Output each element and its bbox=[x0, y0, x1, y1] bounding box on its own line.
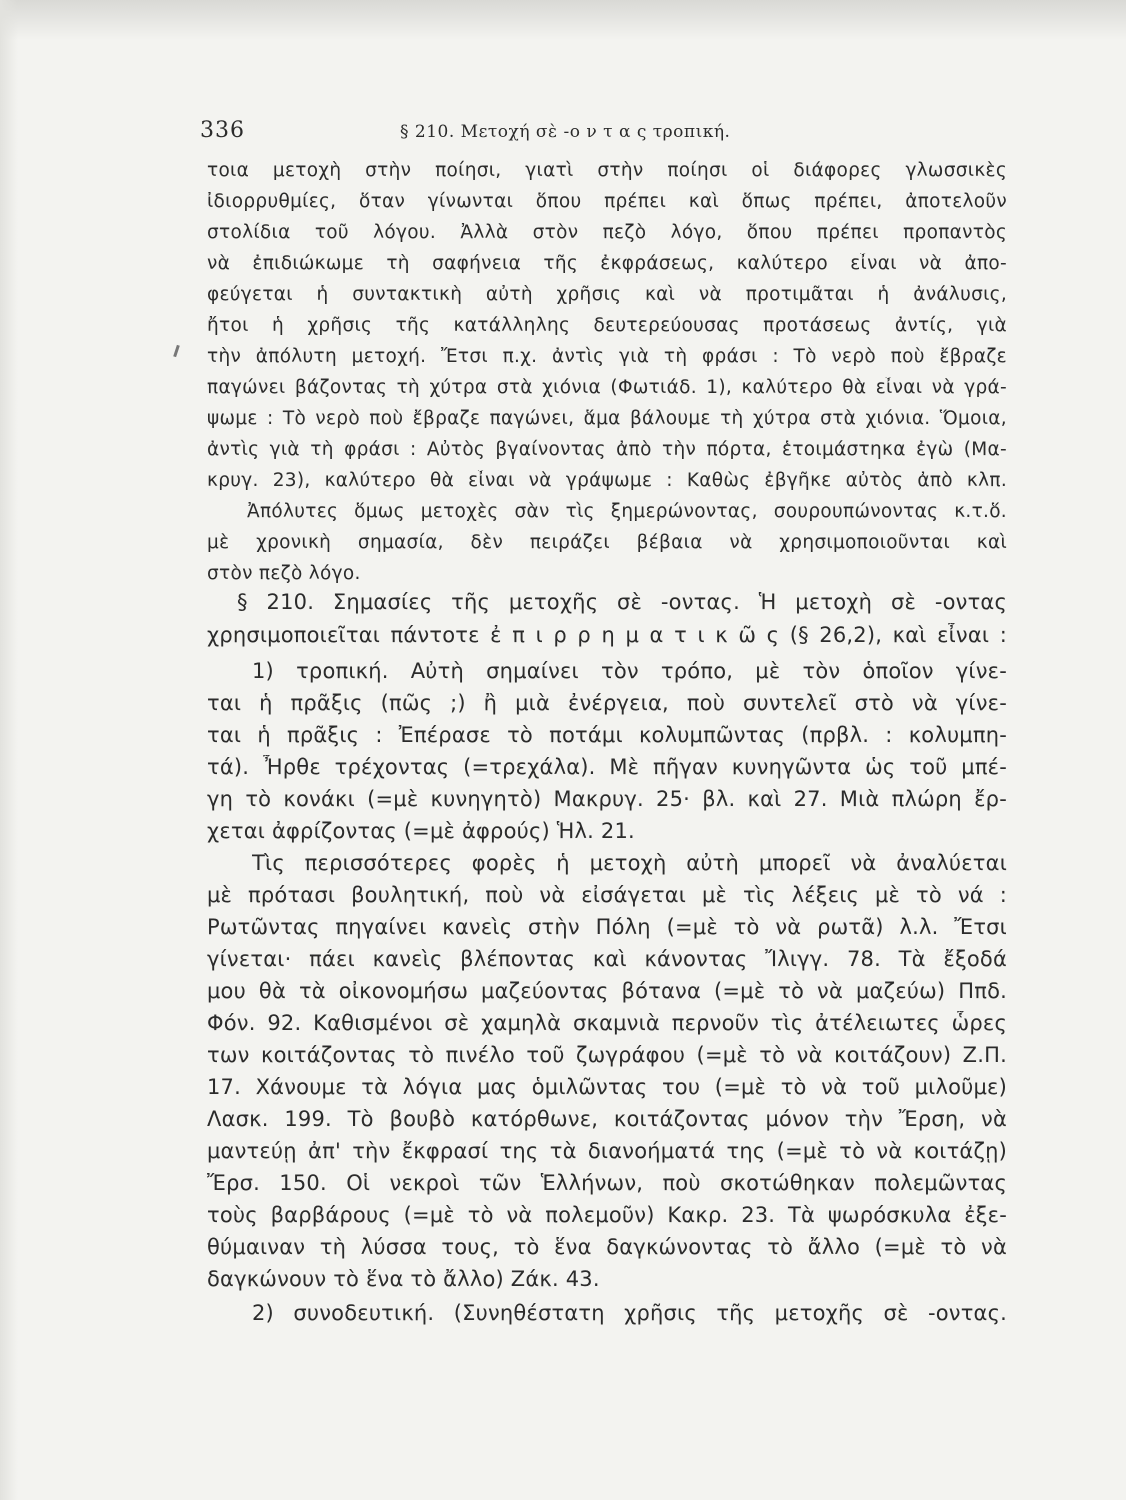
page-number: 336 bbox=[200, 118, 245, 143]
margin-mark bbox=[173, 345, 180, 357]
text-line: μου θὰ τὰ οἰκονομήσω μαζεύοντας βότανα (=μὲ τὸ νὰ μαζεύω) Ππδ. bbox=[207, 979, 1007, 1003]
text-line: ἀντὶς γιὰ τὴ φράσι : Αὐτὸς βγαίνοντας ἀπὸ τὴν πόρτα, ἑτοιμάστηκα ἐγὼ (Μα- bbox=[207, 439, 1007, 460]
text-line: γη τὸ κονάκι (=μὲ κυνηγητὸ) Μακρυγ. 25· βλ. καὶ 27. Μιὰ πλώρη ἔρ- bbox=[207, 787, 1007, 811]
text-line: Λασκ. 199. Τὸ βουβὸ κατόρθωνε, κοιτάζοντας μόνον τὴν Ἔρση, νὰ bbox=[207, 1107, 1007, 1131]
text-line: των κοιτάζοντας τὸ πινέλο τοῦ ζωγράφου (=μὲ τὸ νὰ κοιτάζουν) Ζ.Π. bbox=[207, 1043, 1007, 1067]
text-line: ἰδιορρυθμίες, ὅταν γίνωνται ὅπου πρέπει καὶ ὅπως πρέπει, ἀποτελοῦν bbox=[207, 191, 1007, 212]
text-line: Ρωτῶντας πηγαίνει κανεὶς στὴν Πόλη (=μὲ τὸ νὰ ρωτᾶ) λ.λ. Ἔτσι bbox=[207, 915, 1007, 939]
text-line: 2) συνοδευτική. (Συνηθέστατη χρῆσις τῆς μετοχῆς σὲ -οντας. bbox=[252, 1301, 1007, 1325]
text-line: Φόν. 92. Καθισμένοι σὲ χαμηλὰ σκαμνιὰ περνοῦν τὶς ἀτέλειωτες ὧρες bbox=[207, 1011, 1007, 1035]
text-line: μαντεύῃ ἀπ' τὴν ἔκφρασί της τὰ διανοήματά της (=μὲ τὸ νὰ κοιτάζῃ) bbox=[207, 1139, 1007, 1163]
text-line: χεται ἀφρίζοντας (=μὲ ἀφρούς) Ἡλ. 21. bbox=[207, 819, 635, 843]
text-line: στὸν πεζὸ λόγο. bbox=[207, 563, 361, 584]
page-top-shadow bbox=[0, 0, 1126, 40]
text-line: Ἔρσ. 150. Οἱ νεκροὶ τῶν Ἑλλήνων, ποὺ σκοτώθηκαν πολεμῶντας bbox=[207, 1171, 1007, 1195]
text-line: Ἀπόλυτες ὅμως μετοχὲς σὰν τὶς ξημερώνοντας, σουρουπώνοντας κ.τ.ὅ. bbox=[247, 501, 1007, 522]
text-line: 1) τροπική. Αὐτὴ σημαίνει τὸν τρόπο, μὲ τὸν ὁποῖον γίνε- bbox=[252, 659, 1007, 683]
running-header bbox=[200, 118, 1010, 148]
text-line: μὲ πρότασι βουλητική, ποὺ νὰ εἰσάγεται μὲ τὶς λέξεις μὲ τὸ νά : bbox=[207, 883, 1007, 907]
text-line: χρησιμοποιεῖται πάντοτε ἐ π ι ρ ρ η μ α τ ι κ ῶ ς (§ 26,2), καὶ εἶναι : bbox=[207, 623, 1007, 647]
text-line: θύμαιναν τὴ λύσσα τους, τὸ ἕνα δαγκώνοντας τὸ ἄλλο (=μὲ τὸ νὰ bbox=[207, 1235, 1007, 1259]
text-line: ται ἡ πρᾶξις (πῶς ;) ἢ μιὰ ἐνέργεια, ποὺ συντελεῖ στὸ νὰ γίνε- bbox=[207, 691, 1007, 715]
text-line: τοὺς βαρβάρους (=μὲ τὸ νὰ πολεμοῦν) Κακρ. 23. Τὰ ψωρόσκυλα ἐξε- bbox=[207, 1203, 1007, 1227]
text-line: στολίδια τοῦ λόγου. Ἀλλὰ στὸν πεζὸ λόγο, ὅπου πρέπει προπαντὸς bbox=[207, 222, 1007, 243]
text-line: δαγκώνουν τὸ ἕνα τὸ ἄλλο) Ζάκ. 43. bbox=[207, 1267, 600, 1291]
text-line: Τὶς περισσότερες φορὲς ἡ μετοχὴ αὐτὴ μπορεῖ νὰ ἀναλύεται bbox=[252, 851, 1007, 875]
section-heading: § 210. Σημασίες τῆς μετοχῆς σὲ -οντας. Ἡ μετοχὴ σὲ -οντας bbox=[237, 590, 1007, 614]
text-line: 17. Χάνουμε τὰ λόγια μας ὁμιλῶντας του (=μὲ τὸ νὰ τοῦ μιλοῦμε) bbox=[207, 1075, 1007, 1099]
text-line: ψωμε : Τὸ νερὸ ποὺ ἔβραζε παγώνει, ἅμα βάλουμε τὴ χύτρα στὰ χιόνια. Ὅμοια, bbox=[207, 408, 1007, 429]
text-line: νὰ ἐπιδιώκωμε τὴ σαφήνεια τῆς ἐκφράσεως, καλύτερο εἶναι νὰ ἀπο- bbox=[207, 253, 1007, 274]
page-left-edge bbox=[0, 0, 18, 1500]
text-line: φεύγεται ἡ συντακτικὴ αὐτὴ χρῆσις καὶ νὰ προτιμᾶται ἡ ἀνάλυσις, bbox=[207, 284, 1007, 305]
text-line: κρυγ. 23), καλύτερο θὰ εἶναι νὰ γράψωμε : Καθὼς ἐβγῆκε αὐτὸς ἀπὸ κλπ. bbox=[207, 470, 1007, 491]
text-line: τοια μετοχὴ στὴν ποίησι, γιατὶ στὴν ποίησι οἱ διάφορες γλωσσικὲς bbox=[207, 160, 1007, 181]
text-line: τὴν ἀπόλυτη μετοχή. Ἔτσι π.χ. ἀντὶς γιὰ τὴ φράσι : Τὸ νερὸ ποὺ ἔβραζε bbox=[207, 346, 1007, 367]
text-line: ται ἡ πρᾶξις : Ἐπέρασε τὸ ποτάμι κολυμπῶντας (πρβλ. : κολυμπη- bbox=[207, 723, 1007, 747]
text-line: ἤτοι ἡ χρῆσις τῆς κατάλληλης δευτερεύουσας προτάσεως ἀντίς, γιὰ bbox=[207, 315, 1007, 336]
running-title: § 210. Μετοχή σὲ -ο ν τ α ς τροπική. bbox=[400, 122, 731, 142]
text-line: τά). Ἦρθε τρέχοντας (=τρεχάλα). Μὲ πῆγαν κυνηγῶντα ὡς τοῦ μπέ- bbox=[207, 755, 1007, 779]
text-line: γίνεται· πάει κανεὶς βλέποντας καὶ κάνοντας Ἴλιγγ. 78. Τὰ ἔξοδά bbox=[207, 947, 1007, 971]
text-line: παγώνει βάζοντας τὴ χύτρα στὰ χιόνια (Φωτιάδ. 1), καλύτερο θὰ εἶναι νὰ γρά- bbox=[207, 377, 1007, 398]
text-line: μὲ χρονικὴ σημασία, δὲν πειράζει βέβαια νὰ χρησιμοποιοῦνται καὶ bbox=[207, 532, 1007, 553]
